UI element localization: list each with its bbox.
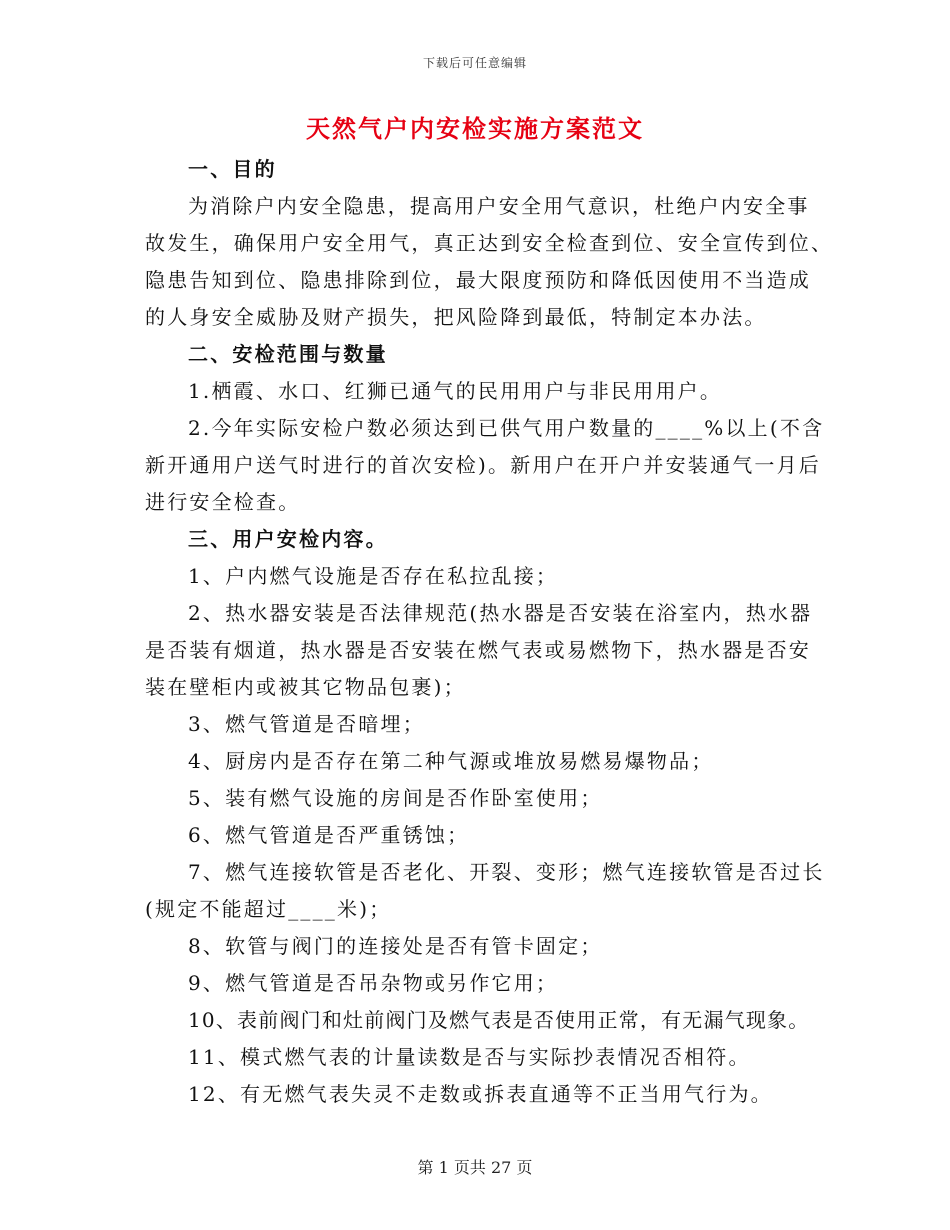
- list-item: 3、燃气管道是否暗埋；: [188, 712, 425, 736]
- paragraph-line: 为消除户内安全隐患，提高用户安全用气意识，杜绝户内安全事: [188, 194, 810, 218]
- list-item: 2.今年实际安检户数必须达到已供气用户数量的____%以上(不含: [188, 416, 825, 440]
- list-item: 12、有无燃气表失灵不走数或拆表直通等不正当用气行为。: [188, 1082, 773, 1106]
- section-heading-scope: 二、安检范围与数量: [188, 342, 388, 366]
- list-item: 10、表前阀门和灶前阀门及燃气表是否使用正常，有无漏气现象。: [188, 1008, 810, 1032]
- paragraph-line: 是否装有烟道，热水器是否安装在燃气表或易燃物下，热水器是否安: [145, 638, 811, 662]
- section-heading-content: 三、用户安检内容。: [188, 527, 388, 551]
- list-item: 5、装有燃气设施的房间是否作卧室使用；: [188, 786, 603, 810]
- page-footer: 第 1 页共 27 页: [417, 1158, 533, 1177]
- list-item: 4、厨房内是否存在第二种气源或堆放易燃易爆物品；: [188, 749, 714, 773]
- paragraph-line: 装在壁柜内或被其它物品包裹)；: [145, 675, 466, 699]
- paragraph-line: (规定不能超过____米)；: [145, 897, 392, 921]
- section-heading-purpose: 一、目的: [188, 157, 277, 181]
- list-item: 9、燃气管道是否吊杂物或另作它用；: [188, 971, 559, 995]
- list-item: 7、燃气连接软管是否老化、开裂、变形；燃气连接软管是否过长: [188, 860, 825, 884]
- document-title: 天然气户内安检实施方案范文: [306, 114, 644, 143]
- paragraph-line: 进行安全检查。: [145, 490, 301, 514]
- list-item: 8、软管与阀门的连接处是否有管卡固定；: [188, 934, 603, 958]
- page-header: 下载后可任意编辑: [422, 56, 527, 70]
- paragraph-line: 新开通用户送气时进行的首次安检)。新用户在开户并安装通气一月后: [145, 453, 822, 477]
- paragraph-line: 隐患告知到位、隐患排除到位，最大限度预防和降低因使用不当造成: [145, 268, 811, 292]
- list-item: 1、户内燃气设施是否存在私拉乱接；: [188, 564, 559, 588]
- paragraph-line: 故发生，确保用户安全用气，真正达到安全检查到位、安全宣传到位、: [145, 231, 834, 255]
- paragraph-line: 的人身安全威胁及财产损失，把风险降到最低，特制定本办法。: [145, 305, 767, 329]
- list-item: 6、燃气管道是否严重锈蚀；: [188, 823, 470, 847]
- list-item: 2、热水器安装是否法律规范(热水器是否安装在浴室内，热水器: [188, 601, 813, 625]
- list-item: 1.栖霞、水口、红狮已通气的民用用户与非民用用户。: [188, 379, 723, 403]
- list-item: 11、模式燃气表的计量读数是否与实际抄表情况否相符。: [188, 1045, 751, 1069]
